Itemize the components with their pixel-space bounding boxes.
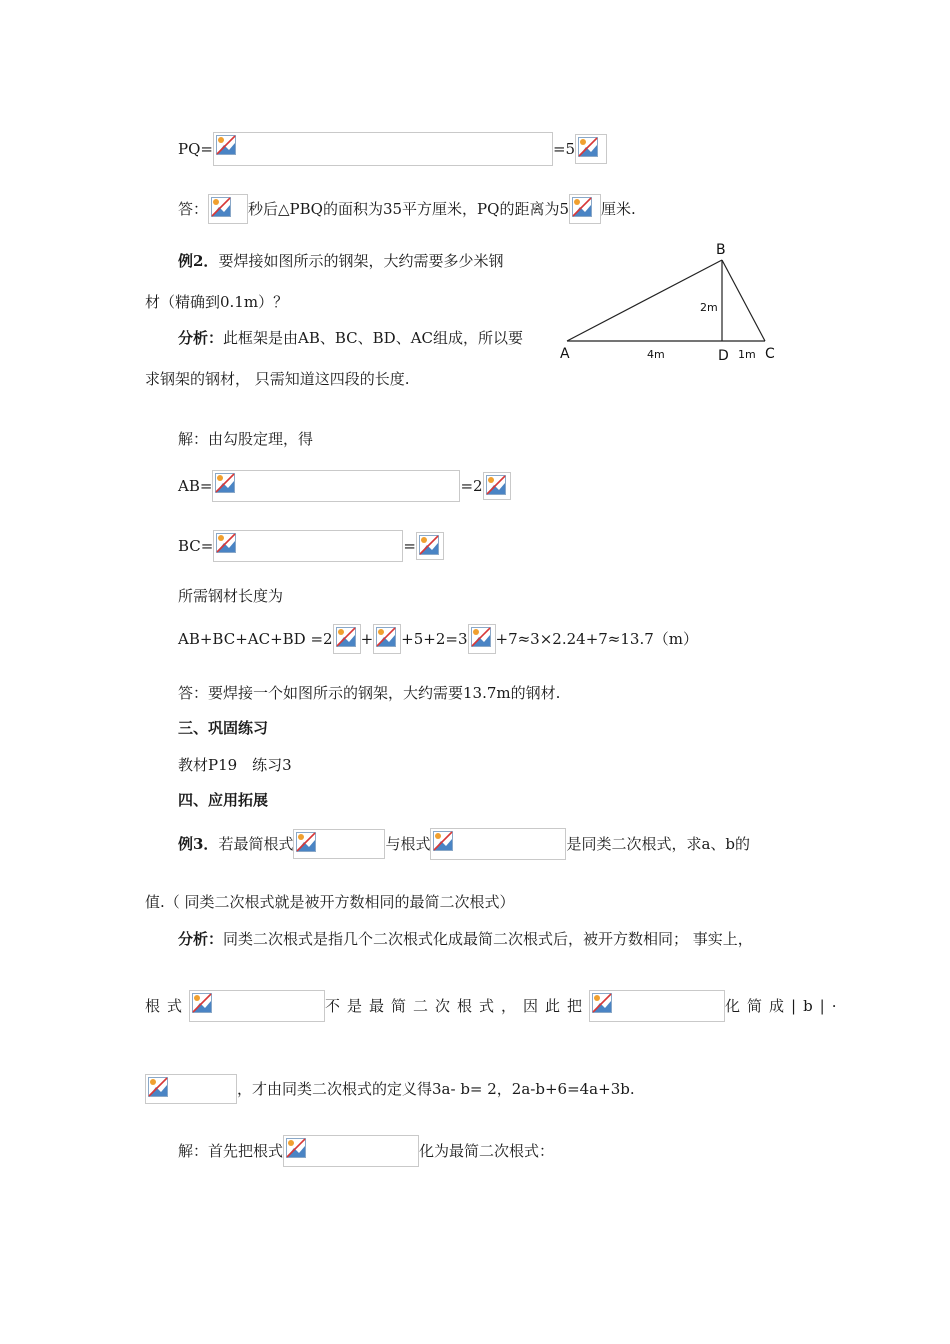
example-2-line-1 — [178, 250, 503, 271]
pq-result: =5 — [552, 140, 576, 158]
example-label: 例3． — [178, 835, 219, 853]
formula-image — [416, 532, 444, 560]
total-length-text: 所需钢材长度为 — [178, 587, 284, 605]
example-text: 与根式 — [385, 835, 431, 853]
formula-image — [213, 530, 403, 562]
sum-part: AB+BC+AC+BD =2 — [178, 630, 333, 648]
formula-image — [283, 1135, 419, 1167]
broken-image-icon — [216, 135, 236, 155]
answer-label: 答： — [178, 200, 209, 218]
analysis-2-line-1 — [178, 327, 523, 348]
analysis-label: 分析： — [178, 329, 224, 347]
length-label-ad: 4m — [647, 348, 665, 361]
example-3-line-2: 值.（ 同类二次根式就是被开方数相同的最简二次根式） — [145, 893, 515, 911]
example-2-line-2 — [145, 291, 288, 312]
sum-part: + — [360, 630, 374, 648]
sum-part: +7≈3×2.24+7≈13.7（m） — [495, 630, 698, 648]
ab-result: =2 — [460, 477, 483, 495]
broken-image-icon — [286, 1138, 306, 1158]
solution-text: 化为最简二次根式： — [419, 1142, 555, 1160]
ab-label: AB= — [178, 477, 213, 495]
solution-text: 解：由勾股定理，得 — [178, 430, 314, 448]
broken-image-icon — [433, 831, 453, 851]
analysis-text: 同类二次根式是指几个二次根式化成最简二次根式后，被开方数相同； 事实上， — [223, 930, 753, 948]
answer-text: 秒后△PBQ的面积为35平方厘米，PQ的距离为5 — [248, 200, 569, 218]
broken-image-icon — [148, 1077, 168, 1097]
broken-image-icon — [211, 197, 231, 217]
formula-image — [189, 990, 325, 1022]
ab-equation — [178, 470, 511, 502]
pq-label: PQ= — [178, 140, 213, 158]
exercise-reference: 教材P19 练习3 — [178, 756, 292, 774]
bc-label: BC= — [178, 537, 214, 555]
sum-equation — [178, 624, 698, 654]
example-text: 若最简根式 — [218, 835, 294, 853]
sum-part: +5+2=3 — [401, 630, 468, 648]
formula-image — [575, 134, 607, 164]
analysis-label: 分析： — [178, 930, 224, 948]
analysis-text: 求钢架的钢材， 只需知道这四段的长度. — [145, 370, 410, 388]
formula-image — [468, 624, 496, 654]
broken-image-icon — [215, 473, 235, 493]
radical-text: 不是最简二次根式，因此把 — [325, 997, 590, 1015]
bc-result: = — [403, 537, 416, 555]
section-4-heading: 四、应用拓展 — [178, 791, 269, 809]
radical-line-2 — [145, 1074, 635, 1104]
formula-image — [430, 828, 566, 860]
analysis-3 — [178, 928, 753, 949]
broken-image-icon — [486, 475, 506, 495]
broken-image-icon — [336, 627, 356, 647]
length-label-dc: 1m — [738, 348, 756, 361]
formula-image — [293, 829, 385, 859]
vertex-label-d: D — [718, 348, 729, 364]
broken-image-icon — [578, 137, 598, 157]
vertex-label-c: C — [765, 346, 775, 362]
radical-line — [145, 990, 844, 1022]
formula-image — [589, 990, 725, 1022]
segment-ab — [567, 260, 722, 341]
example-3-line-1 — [178, 828, 750, 860]
formula-image — [213, 132, 553, 166]
pq-equation — [178, 132, 607, 166]
broken-image-icon — [192, 993, 212, 1013]
example-text: 是同类二次根式，求a、b的 — [566, 835, 751, 853]
answer-2 — [178, 682, 560, 703]
formula-image — [483, 472, 511, 500]
broken-image-icon — [216, 533, 236, 553]
solution-text: 解：首先把根式 — [178, 1142, 284, 1160]
formula-image — [373, 624, 401, 654]
answer-1 — [178, 194, 636, 224]
section-3-heading: 三、巩固练习 — [178, 719, 269, 737]
analysis-2-line-2 — [145, 368, 410, 389]
solution-intro — [178, 428, 313, 449]
broken-image-icon — [419, 535, 439, 555]
solution-3 — [178, 1135, 554, 1167]
formula-image — [208, 194, 248, 224]
radical-text: 根式 — [145, 997, 190, 1015]
bc-equation — [178, 530, 444, 562]
answer-text: 答：要焊接一个如图所示的钢架，大约需要13.7m的钢材. — [178, 684, 561, 702]
example-label: 例2． — [178, 252, 219, 270]
formula-image — [569, 194, 601, 224]
analysis-text: 此框架是由AB、BC、BD、AC组成，所以要 — [223, 329, 524, 347]
formula-image — [333, 624, 361, 654]
broken-image-icon — [471, 627, 491, 647]
total-length-intro — [178, 585, 283, 606]
broken-image-icon — [296, 832, 316, 852]
formula-image — [145, 1074, 237, 1104]
length-label-bd: 2m — [700, 301, 718, 314]
triangle-diagram — [555, 238, 790, 368]
vertex-label-a: A — [560, 346, 570, 362]
segment-bc — [722, 260, 765, 341]
broken-image-icon — [592, 993, 612, 1013]
broken-image-icon — [572, 197, 592, 217]
radical-text: 化简成|b|· — [725, 997, 844, 1015]
example-text: 材（精确到0.1m）？ — [145, 293, 289, 311]
example-text: 要焊接如图所示的钢架，大约需要多少米钢 — [218, 252, 504, 270]
radical-text: ，才由同类二次根式的定义得3a- b= 2，2a-b+6=4a+3b. — [237, 1080, 635, 1098]
broken-image-icon — [376, 627, 396, 647]
answer-unit: 厘米. — [601, 200, 636, 218]
vertex-label-b: B — [716, 242, 726, 258]
formula-image — [212, 470, 460, 502]
